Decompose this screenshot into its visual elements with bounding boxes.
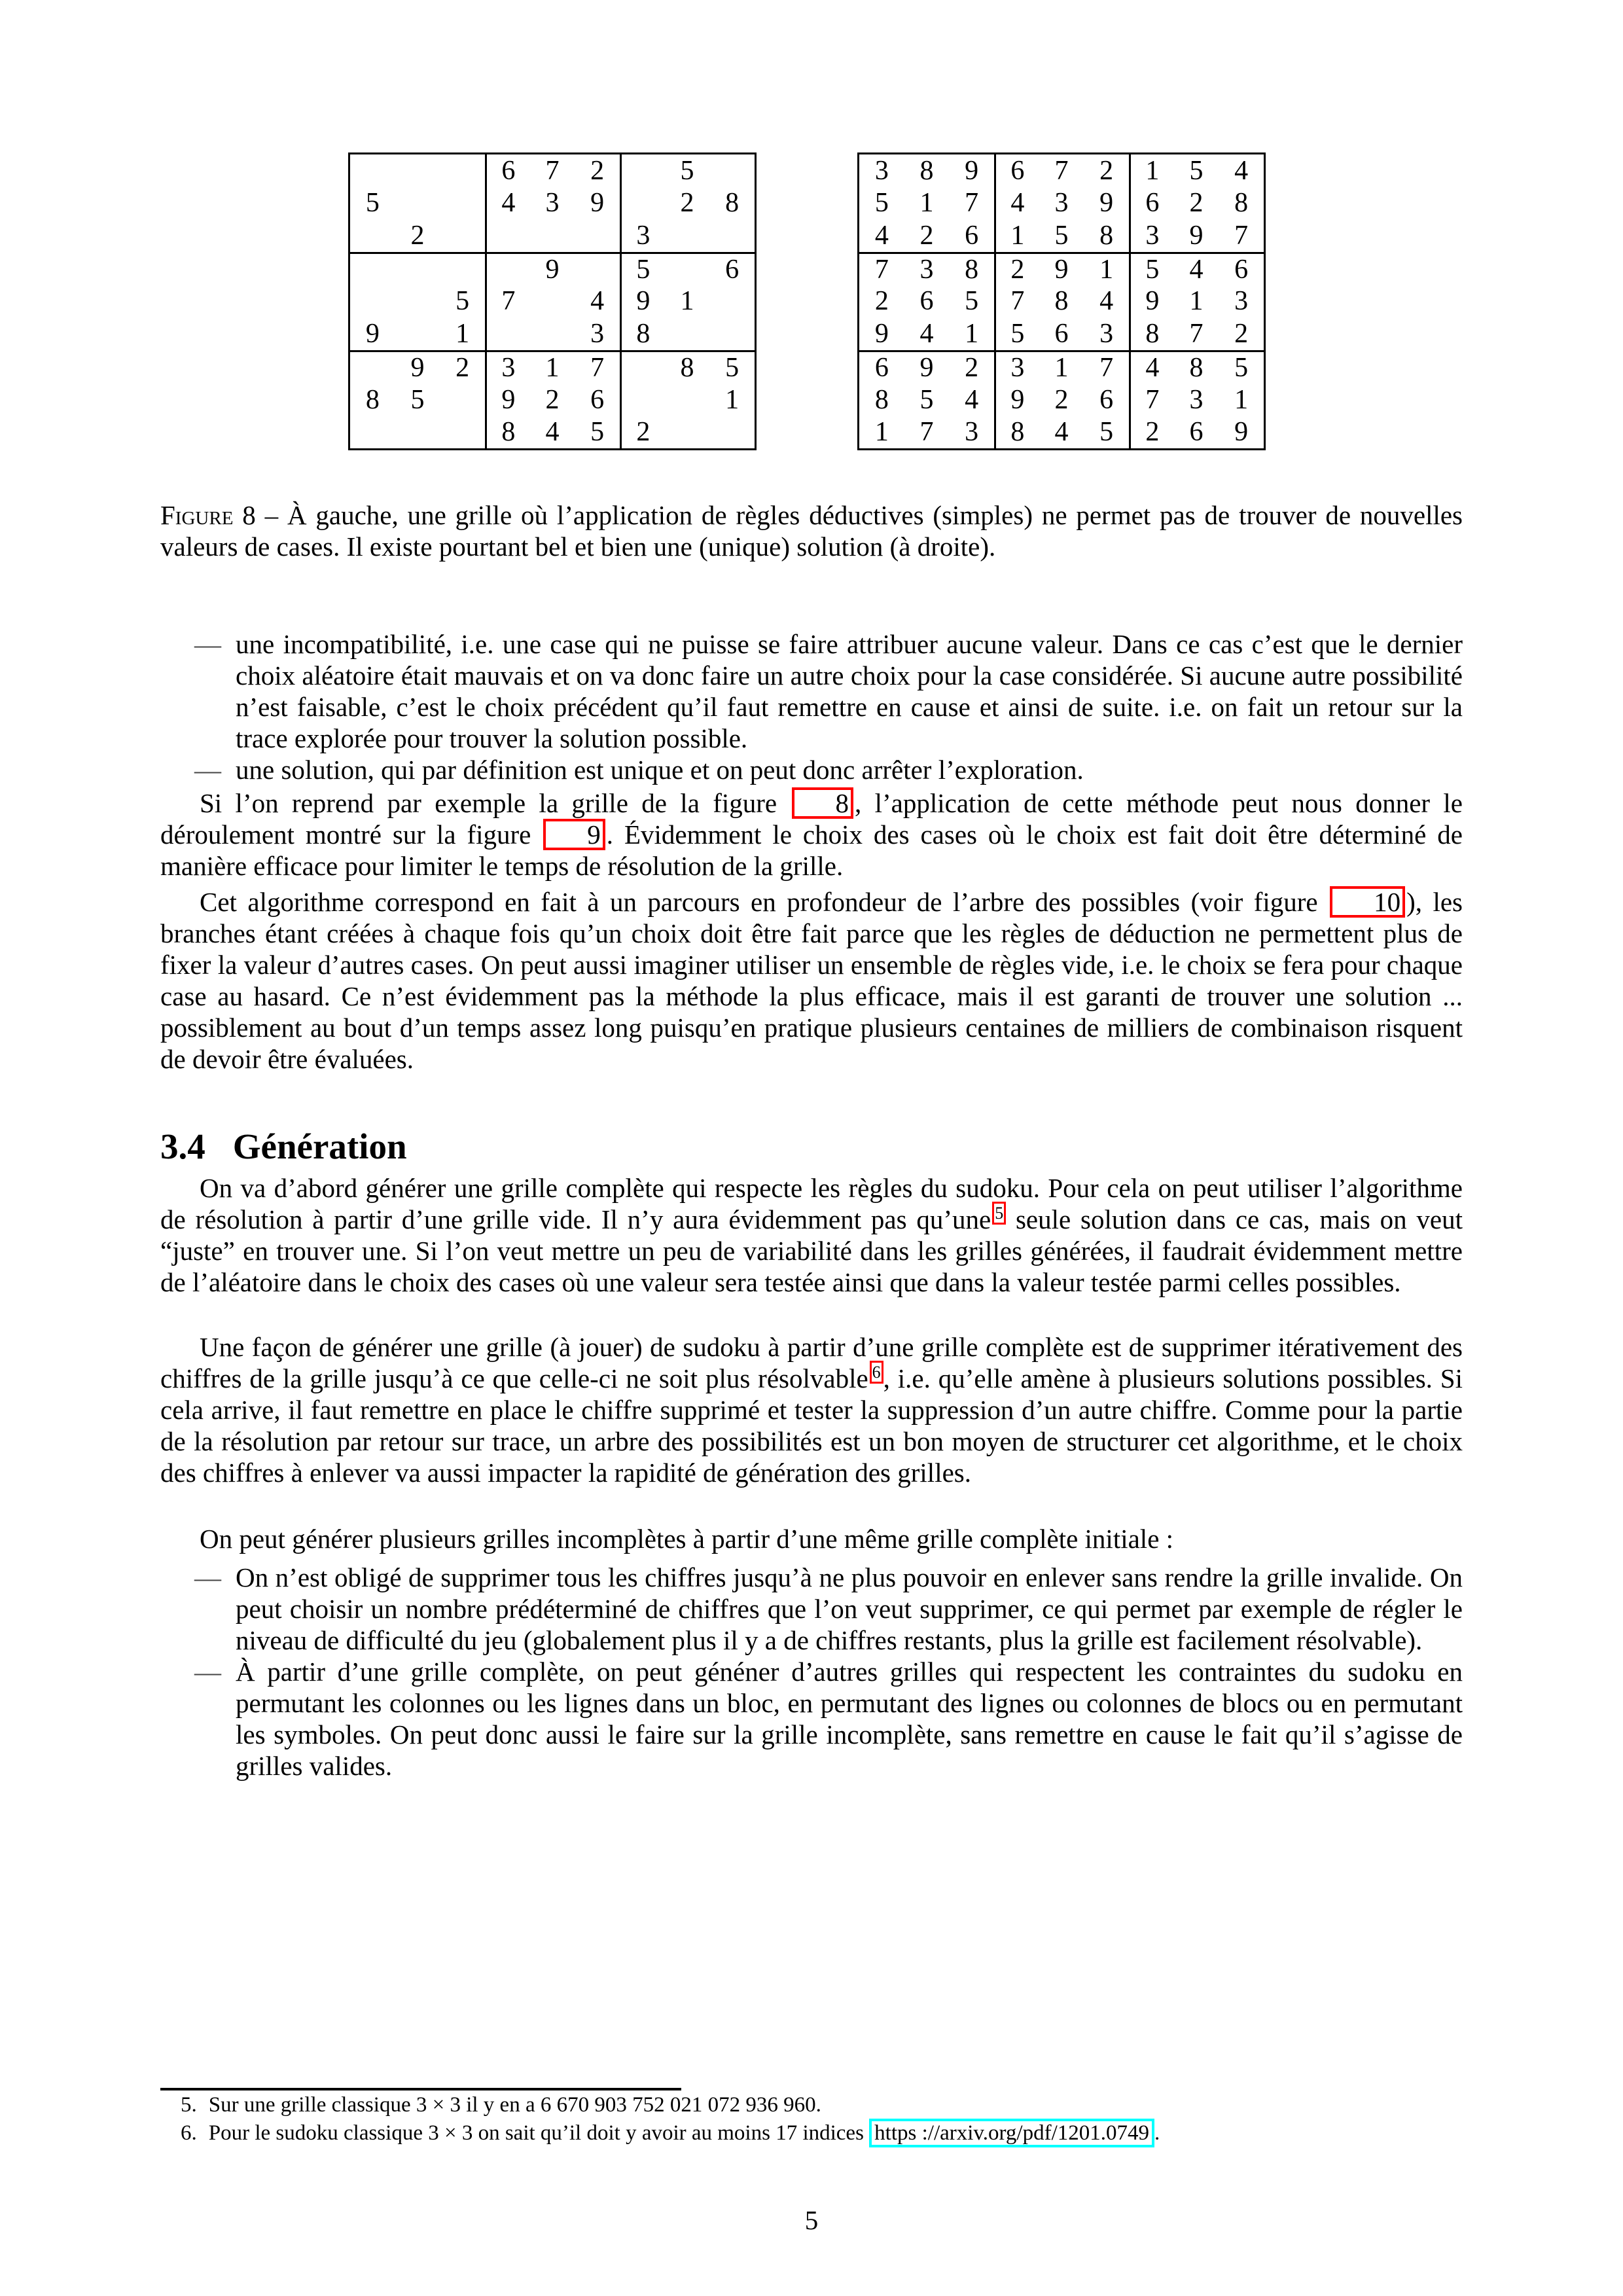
sudoku-cell: 2 [620, 416, 665, 448]
sudoku-cell: 2 [1129, 416, 1174, 448]
figure-caption-text: À gauche, une grille où l’application de règles déductives (simples) ne permet pas de trouver de nouvelles valeurs de cases. Il existe pourtant bel et bien une (unique) solution (à droite). [160, 500, 1463, 562]
sudoku-cell: 2 [994, 252, 1039, 285]
sudoku-cell: 2 [590, 155, 605, 186]
sudoku-cell: 3 [1189, 384, 1204, 415]
sudoku-cell [485, 252, 530, 285]
sudoku-cell: 3 [545, 188, 560, 219]
sudoku-cell: 3 [904, 252, 950, 285]
sudoku-cell: 7 [859, 252, 904, 285]
sudoku-cell [530, 219, 575, 252]
sudoku-cell: 6 [919, 286, 934, 317]
sudoku-cell: 8 [1174, 350, 1219, 384]
paragraph-text: Une façon de générer une grille (à jouer) de sudoku à partir d’une grille complète est de supprimer itérativement des chiffres de la grille jusqu’à ce que celle-ci ne soit plus résolvable [160, 1332, 1463, 1393]
sudoku-cell: 5 [455, 286, 470, 317]
sudoku-cell: 6 [994, 154, 1039, 187]
sudoku-cell: 8 [949, 252, 994, 285]
sudoku-cell: 9 [965, 155, 979, 186]
sudoku-cell: 9 [1129, 285, 1174, 318]
sudoku-cell: 4 [1234, 155, 1249, 186]
sudoku-cell [530, 317, 575, 350]
sudoku-cell [665, 416, 710, 448]
sudoku-cell: 1 [680, 286, 694, 317]
sudoku-cell [350, 154, 395, 187]
sudoku-cell: 8 [1054, 286, 1069, 317]
figure-caption [160, 499, 1463, 562]
sudoku-cell: 1 [455, 319, 470, 350]
sudoku-cell: 5 [590, 417, 605, 448]
sudoku-cell: 8 [1099, 220, 1114, 251]
sudoku-cell [530, 285, 575, 318]
sudoku-cell: 9 [485, 384, 530, 416]
sudoku-cell: 1 [1039, 350, 1084, 384]
sudoku-cell: 4 [590, 286, 605, 317]
sudoku-cell: 9 [590, 188, 605, 219]
figure-ref-10[interactable]: 10 [1330, 886, 1405, 918]
sudoku-cell: 5 [994, 317, 1039, 350]
sudoku-cell [620, 187, 665, 220]
footnote-label: 5. [181, 2093, 197, 2117]
sudoku-cell [395, 317, 440, 350]
sudoku-cell: 1 [919, 188, 934, 219]
footnote-text: Sur une grille classique 3 × 3 il y en a 6 670 903 752 021 072 936 960. [208, 2093, 821, 2117]
paragraph-text: seule solution dans ce cas, mais on veut “juste” en trouver une. Si l’on veut mettre un peu de variabilité dans les grilles générées, il faudrait évidemment mettre de l’aléatoire dans le choix des cases où une valeur sera testée ainsi que dans la valeur testée parmi celles possibles. [160, 1204, 1463, 1297]
paragraph-cet-algorithme [160, 886, 1463, 1075]
sudoku-cell: 8 [665, 350, 710, 384]
footnote-5 [160, 2092, 1463, 2119]
sudoku-cell [350, 416, 395, 448]
sudoku-cell: 1 [1189, 286, 1204, 317]
list-item-text: On n’est obligé de supprimer tous les chiffres jusqu’à ne plus pouvoir en enlever sans rendre la grille invalide. On peut choisir un nombre prédéterminé de chiffres que l’on veut supprimer, ce qui permet par exemple de régler le niveau de difficulté du jeu (globalement plus il y a de chiffres restants, plus la grille est facilement résolvable). [236, 1562, 1463, 1655]
section-title: Génération [232, 1126, 407, 1166]
sudoku-cell [620, 384, 665, 416]
sudoku-cell: 4 [545, 417, 560, 448]
item-dash: — [194, 629, 221, 659]
sudoku-cell [665, 384, 710, 416]
sudoku-cell: 5 [410, 384, 425, 415]
sudoku-cell: 2 [949, 350, 994, 384]
sudoku-cell [665, 317, 710, 350]
sudoku-cell: 6 [1054, 319, 1069, 350]
sudoku-cell [440, 252, 485, 285]
sudoku-cell: 4 [1054, 417, 1069, 448]
paragraph-text: , i.e. qu’elle amène à plusieurs solutions possibles. Si cela arrive, il faut remettre en place le chiffre supprimé et tester la suppression d’un autre chiffre. Comme pour la partie de la résolution par retour sur trace, un arbre des possibilités est un bon moyen de structurer cet algorithme, et le choix des chiffres à enlever va aussi impacter la rapidité de génération des grilles. [160, 1363, 1463, 1488]
item-dash: — [194, 1657, 221, 1687]
sudoku-cell: 9 [994, 384, 1039, 416]
sudoku-cell: 8 [874, 384, 889, 415]
sudoku-cell [709, 317, 755, 350]
sudoku-cell [350, 252, 395, 285]
sudoku-cell [575, 219, 620, 252]
sudoku-cell: 3 [620, 219, 665, 252]
sudoku-cell [395, 285, 440, 318]
item-dash: — [194, 1562, 221, 1592]
sudoku-cell: 3 [994, 350, 1039, 384]
sudoku-cell: 5 [1099, 417, 1114, 448]
sudoku-cell: 8 [365, 384, 380, 415]
sudoku-cell: 4 [1099, 286, 1114, 317]
sudoku-cell: 2 [919, 220, 934, 251]
sudoku-cell: 1 [530, 350, 575, 384]
sudoku-cell [620, 350, 665, 384]
sudoku-cell [440, 384, 485, 416]
sudoku-cell [709, 219, 755, 252]
sudoku-cell: 6 [859, 350, 904, 384]
list-item-text: une incompatibilité, i.e. une case qui ne puisse se faire attribuer aucune valeur. Dans ce cas c’est que le dernier choix aléatoire était mauvais et on va donc faire un autre choix pour la case considérée. Si aucune autre possibilité n’est faisable, c’est le choix précédent qu’il faut remettre en cause et ainsi de suite. i.e. on fait un retour sur la trace explorée pour trouver la solution possible. [236, 629, 1463, 753]
sudoku-cell: 1 [1234, 384, 1249, 415]
footnote-label: 6. [181, 2121, 197, 2145]
sudoku-cell: 5 [1129, 252, 1174, 285]
sudoku-cell [440, 187, 485, 220]
sudoku-cell: 4 [485, 187, 530, 220]
sudoku-cell [350, 350, 395, 384]
sudoku-cell: 8 [620, 317, 665, 350]
paragraph-une-facon [160, 1331, 1463, 1488]
sudoku-cell: 4 [919, 319, 934, 350]
list-item-text: À partir d’une grille complète, on peut généner d’autres grilles qui respectent les contraintes du sudoku en permutant les colonnes ou les lignes dans un bloc, en permutant des lignes ou colonnes de blocs ou en permutant les symboles. On peut donc aussi le faire sur la grille incomplète, sans remettre en cause le fait qu’il s’agisse de grilles valides. [236, 1657, 1463, 1781]
sudoku-cell: 3 [1099, 319, 1114, 350]
sudoku-cell: 7 [1054, 155, 1069, 186]
sudoku-cell [485, 219, 530, 252]
sudoku-cell [485, 317, 530, 350]
bullet-list-backtrack [160, 628, 1463, 785]
sudoku-cell: 1 [1084, 252, 1129, 285]
paragraph-text: On peut générer plusieurs grilles incomplètes à partir d’une même grille complète initiale : [200, 1524, 1174, 1554]
section-number: 3.4 [160, 1126, 205, 1166]
sudoku-cell: 4 [874, 220, 889, 251]
sudoku-cell: 1 [965, 319, 979, 350]
sudoku-cell: 2 [680, 188, 694, 219]
sudoku-cell: 5 [620, 252, 665, 285]
paragraph-text: ), les branches étant créées à chaque fois qu’un choix doit être fait parce que les règles de déduction ne permettent plus de fixer la valeur d’autres cases. On peut aussi imaginer utiliser un ensemble de règles vide, i.e. le choix se fera pour chaque case au hasard. Ce n’est évidemment pas la méthode la plus efficace, mais il est garanti de trouver une solution ... possiblement au bout d’un temps assez long puisqu’en pratique plusieurs centaines de milliers de combinaison risquent de devoir être évaluées. [160, 887, 1463, 1074]
sudoku-cell: 6 [1189, 417, 1204, 448]
sudoku-cell: 9 [904, 350, 950, 384]
sudoku-grid-puzzle [348, 152, 757, 450]
sudoku-cell: 1 [725, 384, 740, 415]
sudoku-cell: 7 [965, 188, 979, 219]
sudoku-cell: 4 [965, 384, 979, 415]
sudoku-cell: 5 [709, 350, 755, 384]
figure-ref-9[interactable]: 9 [543, 819, 605, 850]
sudoku-cell: 3 [965, 417, 979, 448]
paragraph-on-va-dabord [160, 1172, 1463, 1298]
sudoku-cell: 9 [620, 285, 665, 318]
sudoku-cell [350, 285, 395, 318]
sudoku-cell: 4 [1174, 252, 1219, 285]
list-item [160, 1562, 1463, 1656]
sudoku-cell: 5 [874, 188, 889, 219]
page-number: 5 [804, 2205, 819, 2235]
list-item [160, 628, 1463, 754]
sudoku-cell: 2 [440, 350, 485, 384]
bullet-list-generation [160, 1562, 1463, 1782]
sudoku-cell: 5 [965, 286, 979, 317]
sudoku-cell: 8 [994, 416, 1039, 448]
paragraph-text: On va d’abord générer une grille complète qui respecte les règles du sudoku. Pour cela on peut utiliser l’algorithme de résolution à partir d’une grille vide. Il n’y aura évidemment pas qu’une [160, 1173, 1463, 1234]
sudoku-cell: 6 [1219, 252, 1264, 285]
sudoku-cell: 6 [709, 252, 755, 285]
sudoku-cell: 6 [590, 384, 605, 415]
sudoku-cell: 4 [994, 187, 1039, 220]
sudoku-cell: 8 [1129, 317, 1174, 350]
sudoku-cell: 8 [725, 188, 740, 219]
sudoku-cell: 6 [1099, 384, 1114, 415]
sudoku-cell: 8 [919, 155, 934, 186]
sudoku-cell: 9 [530, 252, 575, 285]
figure-ref-8[interactable]: 8 [792, 787, 854, 819]
sudoku-grid-solution [857, 152, 1266, 450]
sudoku-cell: 5 [680, 155, 694, 186]
sudoku-cell: 2 [874, 286, 889, 317]
sudoku-cell [620, 154, 665, 187]
sudoku-cell [665, 219, 710, 252]
sudoku-cell: 5 [919, 384, 934, 415]
paragraph-text: , l’application de cette méthode peut nous donner le déroulement montré sur la figure [160, 788, 1463, 850]
sudoku-cell [350, 219, 395, 252]
sudoku-cell: 8 [1234, 188, 1249, 219]
sudoku-cell: 9 [1189, 220, 1204, 251]
sudoku-cell: 2 [1054, 384, 1069, 415]
sudoku-cell: 7 [1084, 350, 1129, 384]
sudoku-cell: 9 [395, 350, 440, 384]
sudoku-cell: 3 [1129, 219, 1174, 252]
sudoku-cell: 3 [485, 350, 530, 384]
sudoku-cell: 1 [994, 219, 1039, 252]
paragraph-intro-generation [160, 1523, 1463, 1554]
sudoku-cell: 5 [1219, 350, 1264, 384]
sudoku-cell: 2 [1234, 319, 1249, 350]
sudoku-cell: 9 [1099, 188, 1114, 219]
sudoku-cell [709, 154, 755, 187]
sudoku-cell: 3 [1054, 188, 1069, 219]
sudoku-cell: 7 [485, 285, 530, 318]
footnote-mark-5[interactable]: 5 [992, 1202, 1006, 1225]
sudoku-cell: 9 [1039, 252, 1084, 285]
footnote-rule [160, 2088, 681, 2090]
sudoku-cell [395, 416, 440, 448]
sudoku-cell: 6 [1129, 187, 1174, 220]
list-item-text: une solution, qui par définition est unique et on peut donc arrêter l’exploration. [236, 755, 1084, 785]
sudoku-cell: 8 [485, 416, 530, 448]
footnotes [160, 2092, 1463, 2147]
footnote-text: . [1154, 2121, 1160, 2145]
paragraph-si-lon-reprend [160, 787, 1463, 882]
sudoku-cell: 9 [874, 319, 889, 350]
sudoku-cell [440, 154, 485, 187]
section-heading [160, 1127, 1463, 1166]
footnote-6 [160, 2119, 1463, 2147]
arxiv-link[interactable]: https ://arxiv.org/pdf/1201.0749 [869, 2119, 1154, 2147]
sudoku-cell: 7 [1234, 220, 1249, 251]
sudoku-cell: 9 [365, 319, 380, 350]
sudoku-cell [709, 416, 755, 448]
list-item [160, 1656, 1463, 1782]
sudoku-cell: 2 [410, 220, 425, 251]
sudoku-cell: 9 [1234, 417, 1249, 448]
sudoku-cell: 7 [1189, 319, 1204, 350]
sudoku-cell: 7 [1129, 384, 1174, 416]
sudoku-cell: 1 [1129, 154, 1174, 187]
sudoku-cell: 1 [874, 417, 889, 448]
sudoku-cell: 2 [545, 384, 560, 415]
sudoku-cell: 3 [1234, 286, 1249, 317]
sudoku-cell: 5 [1054, 220, 1069, 251]
sudoku-cell: 7 [919, 417, 934, 448]
paragraph-text: Si l’on reprend par exemple la grille de la figure [200, 788, 791, 818]
sudoku-cell [665, 252, 710, 285]
sudoku-cell [440, 219, 485, 252]
figure-caption-label: Figure 8 – [160, 500, 279, 530]
sudoku-cell: 2 [1099, 155, 1114, 186]
sudoku-cell: 3 [874, 155, 889, 186]
paragraph-text: Cet algorithme correspond en fait à un parcours en profondeur de l’arbre des possibles (voir figure [200, 887, 1329, 917]
sudoku-cell: 2 [1189, 188, 1204, 219]
sudoku-cell: 4 [1129, 350, 1174, 384]
sudoku-cell: 6 [965, 220, 979, 251]
footnote-mark-6[interactable]: 6 [870, 1361, 883, 1384]
sudoku-cell [709, 285, 755, 318]
sudoku-cell [395, 252, 440, 285]
list-item [160, 754, 1463, 785]
sudoku-cell [575, 252, 620, 285]
sudoku-cell: 7 [575, 350, 620, 384]
sudoku-cell: 5 [365, 188, 380, 219]
sudoku-cell: 5 [1189, 155, 1204, 186]
sudoku-cell: 6 [485, 154, 530, 187]
sudoku-cell [395, 187, 440, 220]
paragraph-text: . Évidemment le choix des cases où le choix est fait doit être déterminé de manière efficace pour limiter le temps de résolution de la grille. [160, 819, 1463, 881]
sudoku-cell [395, 154, 440, 187]
sudoku-cell: 3 [590, 319, 605, 350]
footnote-text: Pour le sudoku classique 3 × 3 on sait qu’il doit y avoir au moins 17 indices [208, 2121, 870, 2145]
item-dash: — [194, 755, 221, 785]
sudoku-cell [440, 416, 485, 448]
sudoku-cell: 7 [994, 285, 1039, 318]
sudoku-cell: 7 [545, 155, 560, 186]
